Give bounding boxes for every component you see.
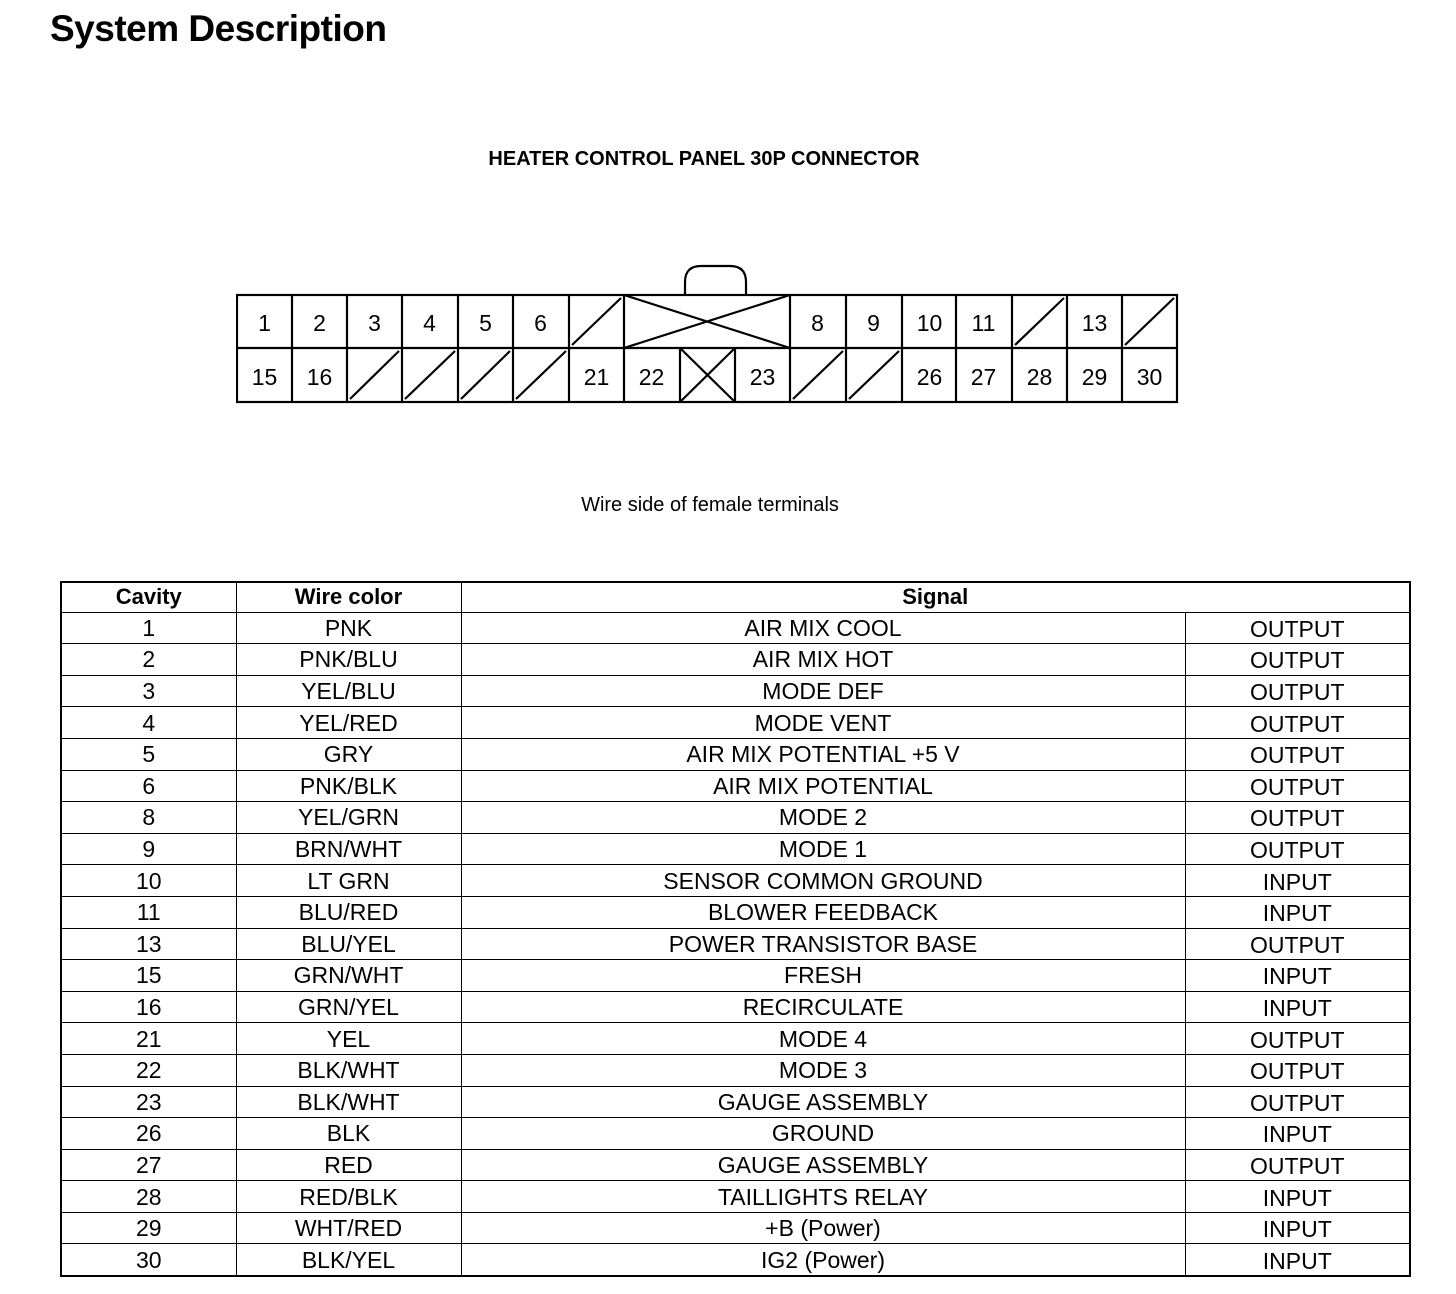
pin-label: 16 xyxy=(306,364,333,390)
table-row xyxy=(61,1244,1410,1276)
cell-wire-color: BRN/WHT xyxy=(236,833,461,865)
column-header-signal: Signal xyxy=(461,582,1410,612)
cell-wire-color: YEL/RED xyxy=(236,707,461,739)
pin-label: 10 xyxy=(916,310,943,336)
connector-diagram xyxy=(236,262,1180,407)
pin-label: 4 xyxy=(423,310,436,336)
pin-label: 6 xyxy=(534,310,547,336)
cell-wire-color: LT GRN xyxy=(236,865,461,897)
cell-wire-color: RED xyxy=(236,1149,461,1181)
table-row xyxy=(61,1054,1410,1086)
pin-label: 8 xyxy=(811,310,824,336)
cell-cavity: 6 xyxy=(61,770,236,802)
cell-signal: +B (Power) xyxy=(461,1212,1185,1244)
table-row xyxy=(61,928,1410,960)
cell-signal: POWER TRANSISTOR BASE xyxy=(461,928,1185,960)
cell-direction: OUTPUT xyxy=(1185,675,1410,707)
cell-cavity: 16 xyxy=(61,991,236,1023)
cell-direction: OUTPUT xyxy=(1185,1023,1410,1055)
cell-cavity: 9 xyxy=(61,833,236,865)
pin-label: 2 xyxy=(313,310,326,336)
cell-wire-color: PNK/BLK xyxy=(236,770,461,802)
cell-wire-color: BLU/RED xyxy=(236,896,461,928)
cell-direction: OUTPUT xyxy=(1185,612,1410,644)
pin-label: 11 xyxy=(971,310,996,336)
cell-cavity: 3 xyxy=(61,675,236,707)
pin-label: 21 xyxy=(583,364,610,390)
table-row xyxy=(61,675,1410,707)
pin-label: 30 xyxy=(1136,364,1163,390)
cell-wire-color: GRY xyxy=(236,738,461,770)
cell-cavity: 21 xyxy=(61,1023,236,1055)
table-row xyxy=(61,612,1410,644)
cell-cavity: 15 xyxy=(61,960,236,992)
cell-signal: BLOWER FEEDBACK xyxy=(461,896,1185,928)
table-body xyxy=(61,612,1410,1276)
cell-direction: OUTPUT xyxy=(1185,1086,1410,1118)
cell-cavity: 27 xyxy=(61,1149,236,1181)
cell-wire-color: RED/BLK xyxy=(236,1181,461,1213)
table-row xyxy=(61,1181,1410,1213)
cell-direction: INPUT xyxy=(1185,865,1410,897)
cell-signal: MODE 3 xyxy=(461,1054,1185,1086)
cell-signal: GAUGE ASSEMBLY xyxy=(461,1086,1185,1118)
pin-label: 28 xyxy=(1026,364,1053,390)
table-row xyxy=(61,738,1410,770)
table-row xyxy=(61,960,1410,992)
cell-cavity: 26 xyxy=(61,1118,236,1150)
cell-direction: INPUT xyxy=(1185,1118,1410,1150)
cell-direction: INPUT xyxy=(1185,1212,1410,1244)
cell-signal: MODE VENT xyxy=(461,707,1185,739)
pin-label: 5 xyxy=(479,310,492,336)
pin-label: 27 xyxy=(970,364,997,390)
column-header-cavity: Cavity xyxy=(61,582,236,612)
cell-signal: SENSOR COMMON GROUND xyxy=(461,865,1185,897)
cell-wire-color: GRN/YEL xyxy=(236,991,461,1023)
cell-cavity: 29 xyxy=(61,1212,236,1244)
table-row xyxy=(61,707,1410,739)
cell-wire-color: BLK/WHT xyxy=(236,1086,461,1118)
cell-direction: OUTPUT xyxy=(1185,833,1410,865)
cell-signal: AIR MIX COOL xyxy=(461,612,1185,644)
cell-wire-color: GRN/WHT xyxy=(236,960,461,992)
cell-cavity: 2 xyxy=(61,644,236,676)
cell-cavity: 23 xyxy=(61,1086,236,1118)
cell-direction: OUTPUT xyxy=(1185,707,1410,739)
cell-cavity: 1 xyxy=(61,612,236,644)
cell-wire-color: YEL xyxy=(236,1023,461,1055)
pin-label: 3 xyxy=(368,310,381,336)
cell-wire-color: PNK xyxy=(236,612,461,644)
cell-wire-color: YEL/GRN xyxy=(236,802,461,834)
cell-signal: MODE 4 xyxy=(461,1023,1185,1055)
connector-title: HEATER CONTROL PANEL 30P CONNECTOR xyxy=(488,148,920,170)
cell-signal: FRESH xyxy=(461,960,1185,992)
table-header-row xyxy=(61,582,1410,612)
cell-cavity: 22 xyxy=(61,1054,236,1086)
cell-direction: INPUT xyxy=(1185,896,1410,928)
pin-label: 13 xyxy=(1081,310,1108,336)
cell-cavity: 11 xyxy=(61,896,236,928)
cell-signal: MODE 2 xyxy=(461,802,1185,834)
pin-label: 9 xyxy=(867,310,880,336)
cell-wire-color: BLU/YEL xyxy=(236,928,461,960)
cell-cavity: 13 xyxy=(61,928,236,960)
cell-signal: IG2 (Power) xyxy=(461,1244,1185,1276)
cell-signal: AIR MIX POTENTIAL +5 V xyxy=(461,738,1185,770)
pin-label: 23 xyxy=(749,364,776,390)
cell-cavity: 5 xyxy=(61,738,236,770)
cell-direction: OUTPUT xyxy=(1185,738,1410,770)
cell-cavity: 28 xyxy=(61,1181,236,1213)
pin-label: 26 xyxy=(916,364,943,390)
table-row xyxy=(61,1086,1410,1118)
cell-signal: MODE DEF xyxy=(461,675,1185,707)
cell-direction: OUTPUT xyxy=(1185,770,1410,802)
column-header-wire-color: Wire color xyxy=(236,582,461,612)
cell-wire-color: BLK/YEL xyxy=(236,1244,461,1276)
table-row xyxy=(61,802,1410,834)
cell-wire-color: BLK/WHT xyxy=(236,1054,461,1086)
pin-label: 15 xyxy=(251,364,278,390)
cell-cavity: 30 xyxy=(61,1244,236,1276)
cell-direction: INPUT xyxy=(1185,960,1410,992)
connector-latch xyxy=(685,266,746,296)
table-row xyxy=(61,833,1410,865)
cell-signal: RECIRCULATE xyxy=(461,991,1185,1023)
cell-signal: MODE 1 xyxy=(461,833,1185,865)
cell-signal: GAUGE ASSEMBLY xyxy=(461,1149,1185,1181)
table-row xyxy=(61,770,1410,802)
pin-label: 29 xyxy=(1081,364,1108,390)
table-row xyxy=(61,991,1410,1023)
pin-label: 1 xyxy=(258,310,271,336)
cell-direction: OUTPUT xyxy=(1185,1149,1410,1181)
pin-label: 22 xyxy=(638,364,665,390)
table-row xyxy=(61,1212,1410,1244)
pin-assignment-table xyxy=(60,581,1411,1277)
table-row xyxy=(61,1023,1410,1055)
cell-direction: INPUT xyxy=(1185,1244,1410,1276)
cell-signal: AIR MIX POTENTIAL xyxy=(461,770,1185,802)
cell-direction: OUTPUT xyxy=(1185,928,1410,960)
cell-direction: INPUT xyxy=(1185,991,1410,1023)
cell-direction: OUTPUT xyxy=(1185,802,1410,834)
cell-cavity: 10 xyxy=(61,865,236,897)
cell-wire-color: WHT/RED xyxy=(236,1212,461,1244)
cell-wire-color: BLK xyxy=(236,1118,461,1150)
table-row xyxy=(61,1118,1410,1150)
cell-wire-color: YEL/BLU xyxy=(236,675,461,707)
cell-cavity: 4 xyxy=(61,707,236,739)
cell-signal: GROUND xyxy=(461,1118,1185,1150)
cell-direction: OUTPUT xyxy=(1185,1054,1410,1086)
table-row xyxy=(61,1149,1410,1181)
table-row xyxy=(61,644,1410,676)
cell-direction: INPUT xyxy=(1185,1181,1410,1213)
cell-cavity: 8 xyxy=(61,802,236,834)
page-title: System Description xyxy=(50,8,387,49)
cell-direction: OUTPUT xyxy=(1185,644,1410,676)
table-row xyxy=(61,896,1410,928)
cell-signal: TAILLIGHTS RELAY xyxy=(461,1181,1185,1213)
cell-wire-color: PNK/BLU xyxy=(236,644,461,676)
connector-caption: Wire side of female terminals xyxy=(581,494,839,516)
table-row xyxy=(61,865,1410,897)
cell-signal: AIR MIX HOT xyxy=(461,644,1185,676)
